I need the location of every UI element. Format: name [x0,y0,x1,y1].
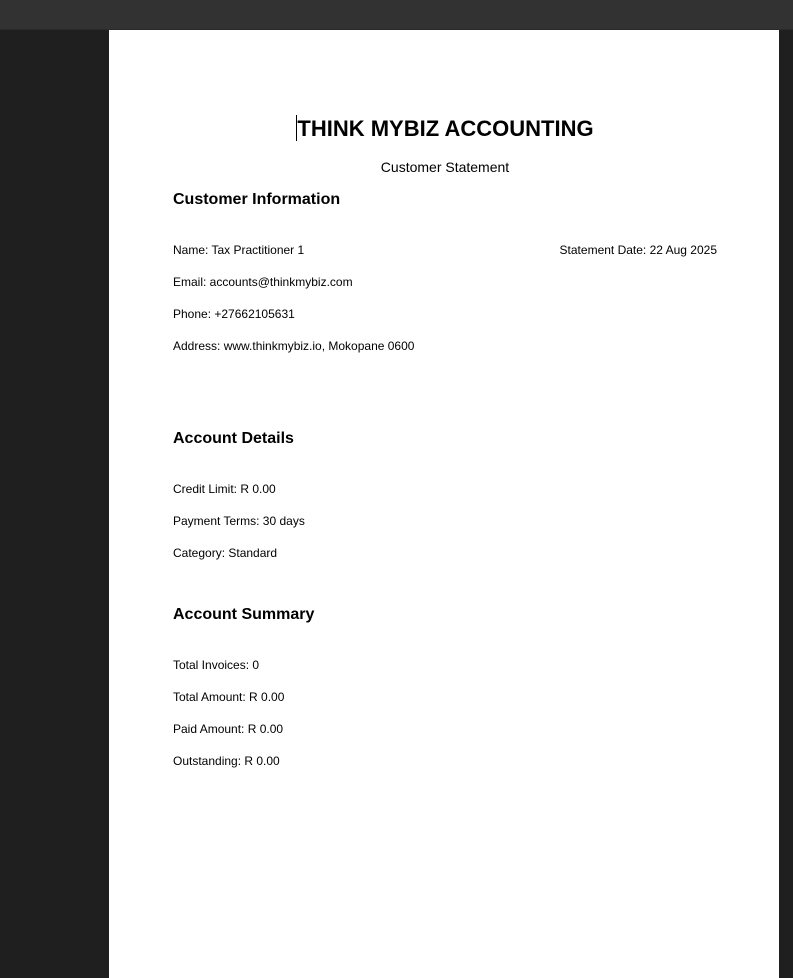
paid-amount[interactable]: Paid Amount: R 0.00 [173,722,284,736]
total-amount[interactable]: Total Amount: R 0.00 [173,690,285,704]
customer-address[interactable]: Address: www.thinkmybiz.io, Mokopane 0600 [173,339,415,353]
credit-limit[interactable]: Credit Limit: R 0.00 [173,482,276,496]
customer-email[interactable]: Email: accounts@thinkmybiz.com [173,275,353,289]
total-invoices[interactable]: Total Invoices: 0 [173,658,260,672]
customer-category[interactable]: Category: Standard [173,546,278,560]
outstanding-amount[interactable]: Outstanding: R 0.00 [173,754,280,768]
payment-terms[interactable]: Payment Terms: 30 days [173,514,305,528]
account-summary-heading[interactable]: Account Summary [173,606,315,623]
customer-phone[interactable]: Phone: +27662105631 [173,307,295,321]
company-name-text[interactable]: THINK MYBIZ ACCOUNTING [297,116,594,141]
statement-page[interactable] [109,30,779,978]
customer-information-heading[interactable]: Customer Information [173,191,341,208]
viewer-toolbar [0,0,793,30]
customer-name[interactable]: Name: Tax Practitioner 1 [173,243,305,257]
statement-date[interactable]: Statement Date: 22 Aug 2025 [559,243,717,257]
account-details-heading[interactable]: Account Details [173,430,294,447]
document-title[interactable]: Customer Statement [380,159,510,175]
company-name-heading[interactable] [109,115,781,143]
